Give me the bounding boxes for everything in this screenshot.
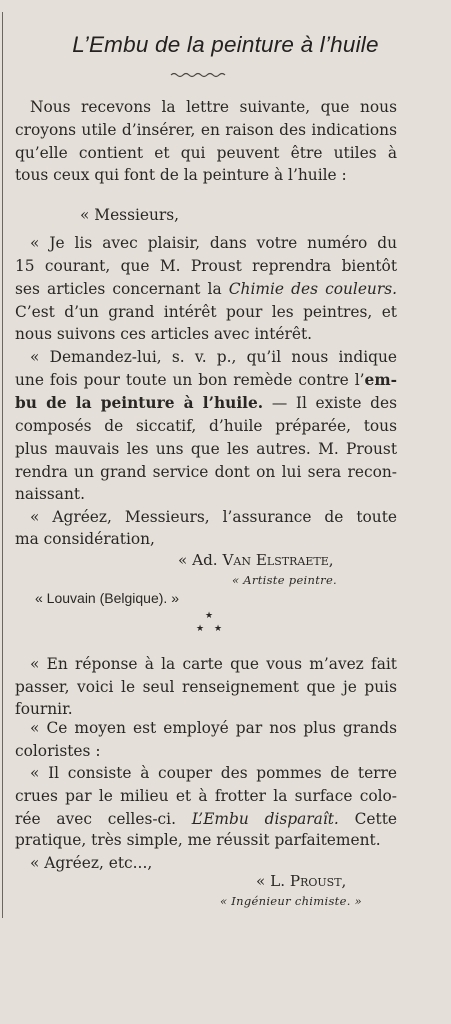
line-text: rée avec celles-ci. xyxy=(15,810,192,828)
signature-prefix: « Ad. xyxy=(178,551,223,569)
asterism-star: ★ xyxy=(196,624,205,634)
letter2-para1-line-1: « En réponse à la carte que vous m’avez fait xyxy=(30,655,397,673)
line-text: ses articles concernant la xyxy=(15,280,229,298)
italic-phrase: L’Embu disparaît. xyxy=(191,810,339,828)
letter1-para2-line-1: « Demandez-lui, s. v. p., qu’il nous indique xyxy=(30,348,397,366)
intro-line-2: croyons utile d’insérer, en raison des indications xyxy=(15,121,397,139)
letter1-para1-line-1: « Je lis avec plaisir, dans votre numéro du xyxy=(30,234,397,252)
letter1-para2-line-2 xyxy=(15,370,397,390)
letter1-salutation: « Messieurs, xyxy=(80,206,180,224)
title-flourish-ornament xyxy=(170,71,228,79)
letter2-closing: « Agréez, etc..., xyxy=(30,854,153,872)
letter1-para2-line-4: composés de siccatif, d’huile préparée, tous xyxy=(15,417,397,435)
line-text: une fois pour toute un bon remède contre l’ xyxy=(15,371,365,389)
letter1-closing-line-1: « Agréez, Messieurs, l’assurance de toute xyxy=(30,508,397,526)
letter1-para1-line-5: nous suivons ces articles avec intérêt. xyxy=(15,325,313,343)
intro-line-3: qu’elle contient et qui peuvent être utiles à xyxy=(15,144,397,162)
signature-name: Van Elstraete, xyxy=(222,551,334,569)
line-text: Cette xyxy=(338,810,397,828)
letter2-para1-line-3: fournir. xyxy=(15,700,73,718)
column-rule xyxy=(2,12,3,918)
journal-section-title: Chimie des couleurs. xyxy=(228,280,397,298)
letter2-para2-line-2: coloristes : xyxy=(15,742,101,760)
bold-phrase: em- xyxy=(364,371,397,389)
letter1-para2-line-7: naissant. xyxy=(15,485,85,503)
letter1-location: « Louvain (Belgique). » xyxy=(35,590,179,606)
asterism-star: ★ xyxy=(205,611,214,621)
signature-prefix: « L. xyxy=(256,872,290,890)
letter2-signature xyxy=(256,871,346,891)
letter1-signature xyxy=(178,550,334,570)
line-text: — Il existe des xyxy=(263,394,397,412)
letter1-para1-line-4: C’est d’un grand intérêt pour les peintres, et xyxy=(15,303,397,321)
letter2-para1-line-2: passer, voici le seul renseignement que je puis xyxy=(15,678,397,696)
letter2-para3-line-1: « Il consiste à couper des pommes de terre xyxy=(30,764,397,782)
letter1-para2-line-5: plus mauvais les uns que les autres. M. Proust xyxy=(15,440,397,458)
letter1-closing-line-2: ma considération, xyxy=(15,530,155,548)
intro-line-1: Nous recevons la lettre suivante, que nous xyxy=(30,98,397,116)
signature-name: Proust, xyxy=(289,872,347,890)
letter2-para3-line-2: crues par le milieu et à frotter la surface colo- xyxy=(15,787,397,805)
intro-line-4: tous ceux qui font de la peinture à l’huile : xyxy=(15,166,347,184)
letter1-para1-line-2: 15 courant, que M. Proust reprendra bientôt xyxy=(15,257,397,275)
letter2-para3-line-4: pratique, très simple, me réussit parfaitement. xyxy=(15,831,381,849)
letter1-para2-line-6: rendra un grand service dont on lui sera recon- xyxy=(15,463,397,481)
letter2-para3-line-3 xyxy=(15,809,397,829)
asterism-star: ★ xyxy=(214,624,223,634)
letter2-para2-line-1: « Ce moyen est employé par nos plus grands xyxy=(30,719,397,737)
article-title: L’Embu de la peinture à l’huile xyxy=(72,32,379,57)
bold-phrase: bu de la peinture à l’huile. xyxy=(15,394,264,412)
letter2-signature-title: « Ingénieur chimiste. » xyxy=(220,894,362,908)
letter1-para1-line-3 xyxy=(15,279,397,299)
letter1-para2-line-3 xyxy=(15,393,397,413)
letter1-signature-title: « Artiste peintre. xyxy=(232,573,338,587)
